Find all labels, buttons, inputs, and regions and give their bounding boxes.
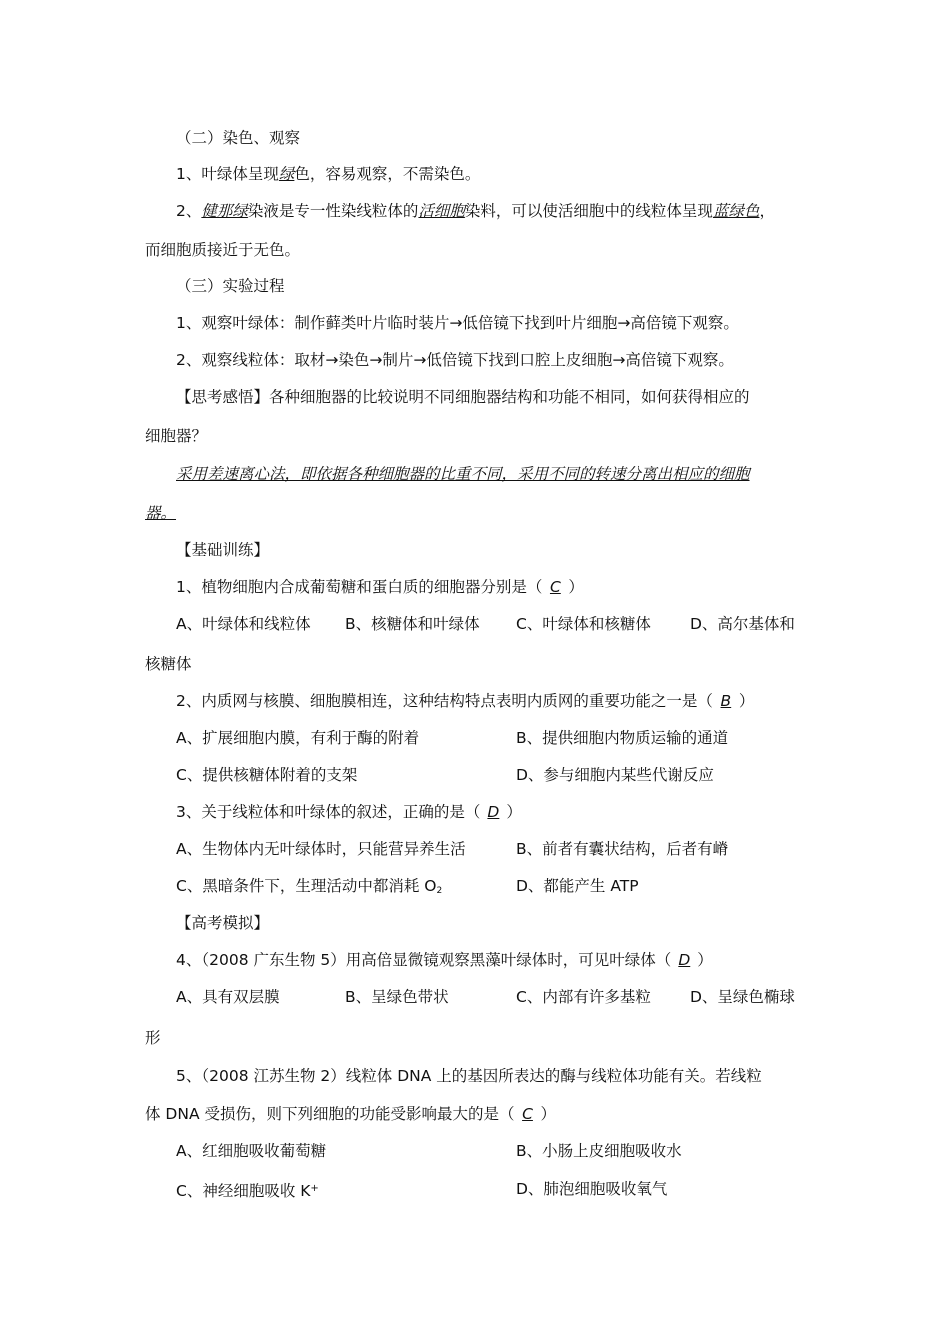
question-2-option-c: C、提供核糖体附着的支架 [176,766,358,784]
question-4-option-d-continuation: 形 [145,1029,161,1047]
question-4-option-a: A、具有双层膜 [176,988,280,1006]
think-question: 【思考感悟】各种细胞器的比较说明不同细胞器结构和功能不相同，如何获得相应的 [176,388,750,406]
question-5-stem: 5、（2008 江苏生物 2）线粒体 DNA 上的基因所表达的酶与线粒体功能有关。若线粒 [176,1067,762,1085]
question-2-stem: 2、内质网与核膜、细胞膜相连，这种结构特点表明内质网的重要功能之一是（ B ） [176,692,755,710]
question-3-option-c: C、黑暗条件下，生理活动中都消耗 $O_2$ [176,877,443,896]
question-5-option-b: B、小肠上皮细胞吸收水 [516,1142,682,1160]
paragraph-chloroplast-color: 1、叶绿体呈现绿色，容易观察，不需染色。 [176,165,481,183]
question-4-option-d: D、呈绿色椭球 [690,988,795,1006]
question-5-stem-continuation: 体 DNA 受损伤，则下列细胞的功能受影响最大的是（ C ） [145,1105,557,1123]
question-2-option-d: D、参与细胞内某些代谢反应 [516,766,714,784]
question-5-option-c: C、神经细胞吸收 K+ [176,1182,319,1200]
think-question-continuation: 细胞器？ [145,427,208,445]
fill-blank-answer: 绿 [278,165,295,183]
question-3-option-d: D、都能产生 ATP [516,877,639,895]
question-4-option-c: C、内部有许多基粒 [516,988,651,1006]
section-heading-procedure: （三）实验过程 [176,277,285,295]
section-heading-basic-training: 【基础训练】 [176,541,270,559]
answer-mark: C [522,1105,533,1123]
question-1-option-d: D、高尔基体和 [690,615,795,633]
paragraph-janus-green: 2、健那绿染液是专一性染线粒体的活细胞染料，可以使活细胞中的线粒体呈现蓝绿色， [176,202,775,220]
think-answer: 采用差速离心法，即依据各种细胞器的比重不同，采用不同的转速分离出相应的细胞 [176,465,750,483]
question-2-option-b: B、提供细胞内物质运输的通道 [516,729,729,747]
fill-blank-answer: 活细胞 [418,202,465,220]
paragraph-continuation: 而细胞质接近于无色。 [145,241,301,259]
answer-mark: B [720,692,732,710]
answer-mark: D [678,951,691,969]
procedure-step-1: 1、观察叶绿体：制作藓类叶片临时装片→低倍镜下找到叶片细胞→高倍镜下观察。 [176,314,739,332]
question-3-option-a: A、生物体内无叶绿体时，只能营异养生活 [176,840,466,858]
answer-mark: C [549,578,561,596]
answer-mark: D [487,803,500,821]
question-5-option-a: A、红细胞吸收葡萄糖 [176,1142,327,1160]
section-heading-exam-simulation: 【高考模拟】 [176,914,270,932]
question-2-option-a: A、扩展细胞内膜，有利于酶的附着 [176,729,420,747]
question-4-option-b: B、呈绿色带状 [345,988,449,1006]
question-4-stem: 4、（2008 广东生物 5）用高倍显微镜观察黑藻叶绿体时，可见叶绿体（ D ） [176,951,713,969]
think-answer-continuation: 器。 [145,504,177,522]
question-1-option-d-continuation: 核糖体 [145,655,192,673]
procedure-step-2: 2、观察线粒体：取材→染色→制片→低倍镜下找到口腔上皮细胞→高倍镜下观察。 [176,351,734,369]
question-3-option-b: B、前者有囊状结构，后者有嵴 [516,840,729,858]
question-1-option-c: C、叶绿体和核糖体 [516,615,651,633]
fill-blank-answer: 健那绿 [201,202,248,220]
section-heading-staining: （二）染色、观察 [176,129,301,147]
question-1-stem: 1、植物细胞内合成葡萄糖和蛋白质的细胞器分别是（ C ） [176,578,584,596]
question-1-option-b: B、核糖体和叶绿体 [345,615,480,633]
fill-blank-answer: 蓝绿色 [712,202,760,220]
question-3-stem: 3、关于线粒体和叶绿体的叙述，正确的是（ D ） [176,803,522,821]
question-1-option-a: A、叶绿体和线粒体 [176,615,311,633]
question-5-option-d: D、肺泡细胞吸收氧气 [516,1180,668,1198]
